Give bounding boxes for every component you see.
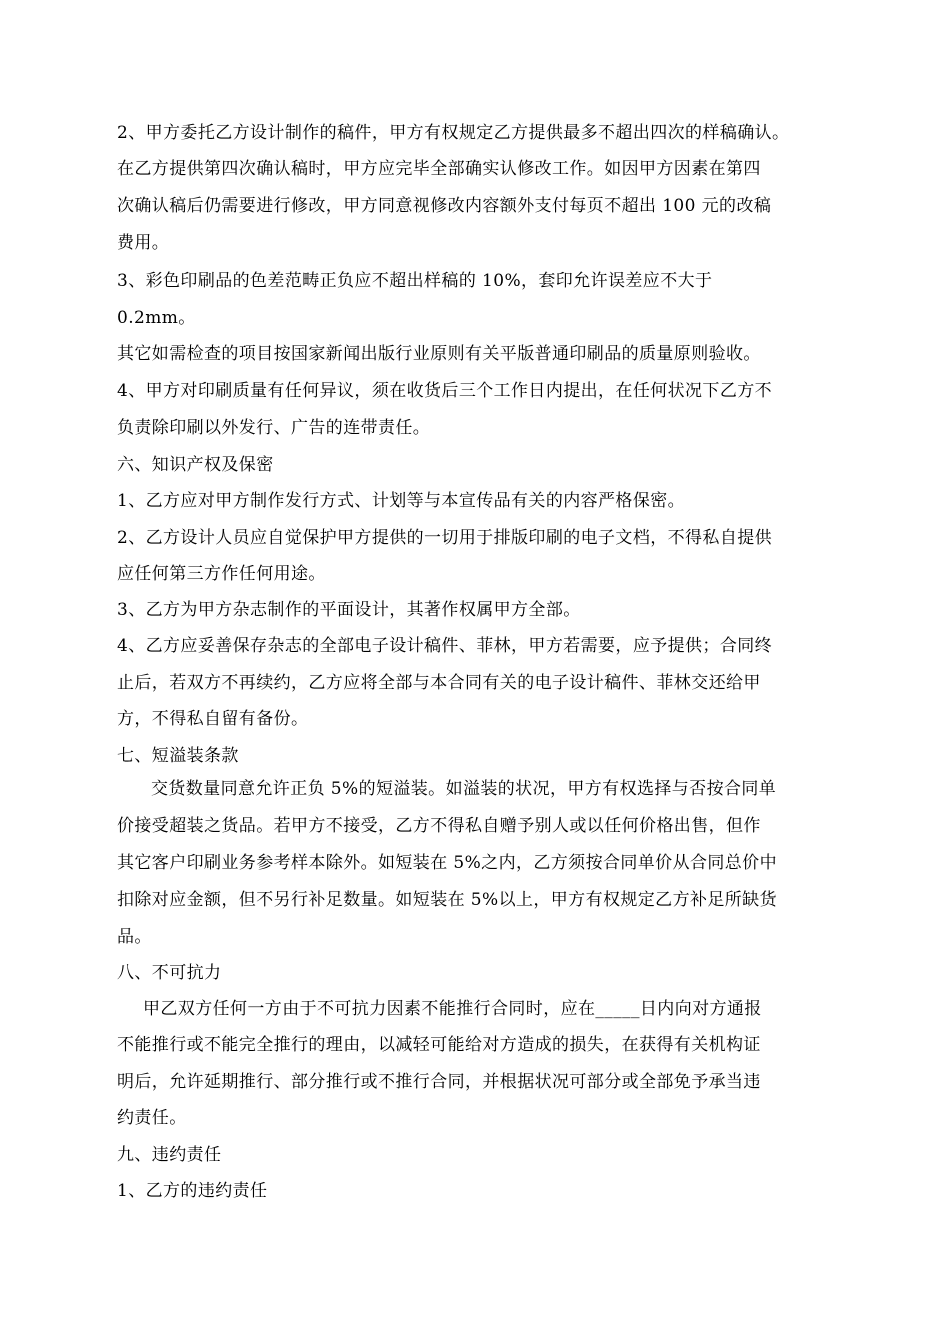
paragraph-line: 1、乙方的违约责任 [117,1181,268,1201]
paragraph-line: 甲乙双方任何一方由于不可抗力因素不能推行合同时，应在_____日内向对方通报 [143,999,762,1019]
paragraph-line: 4、甲方对印刷质量有任何异议，须在收货后三个工作日内提出，在任何状况下乙方不 [117,381,773,401]
paragraph-line: 其它客户印刷业务参考样本除外。如短装在 5%之内，乙方须按合同单价从合同总价中 [117,853,777,873]
section-heading: 六、知识产权及保密 [117,455,274,475]
paragraph-line: 负责除印刷以外发行、广告的连带责任。 [117,418,431,438]
paragraph-line: 其它如需检查的项目按国家新闻出版行业原则有关平版普通印刷品的质量原则验收。 [117,344,761,364]
paragraph-line: 品。 [117,927,152,947]
paragraph-line: 约责任。 [117,1108,187,1128]
paragraph-line: 在乙方提供第四次确认稿时，甲方应完毕全部确实认修改工作。如因甲方因素在第四 [117,159,761,179]
paragraph-line: 应任何第三方作任何用途。 [117,564,326,584]
paragraph-line: 1、乙方应对甲方制作发行方式、计划等与本宣传品有关的内容严格保密。 [117,491,686,511]
paragraph-line: 4、乙方应妥善保存杂志的全部电子设计稿件、菲林，甲方若需要，应予提供；合同终 [117,636,773,656]
paragraph-line: 明后，允许延期推行、部分推行或不推行合同，并根据状况可部分或全部免予承当违 [117,1072,761,1092]
paragraph-line: 次确认稿后仍需要进行修改，甲方同意视修改内容额外支付每页不超出 100 元的改稿 [117,196,772,216]
paragraph-line: 费用。 [117,233,170,253]
paragraph-line: 3、乙方为甲方杂志制作的平面设计，其著作权属甲方全部。 [117,600,581,620]
paragraph-line: 0.2mm。 [117,308,196,328]
paragraph-line: 2、乙方设计人员应自觉保护甲方提供的一切用于排版印刷的电子文档，不得私自提供 [117,528,773,548]
section-heading: 八、不可抗力 [117,963,222,983]
paragraph-line: 止后，若双方不再续约，乙方应将全部与本合同有关的电子设计稿件、菲林交还给甲 [117,673,761,693]
paragraph-line: 3、彩色印刷品的色差范畴正负应不超出样稿的 10%，套印允许误差应不大于 [117,271,713,291]
paragraph-line: 交货数量同意允许正负 5%的短溢装。如溢装的状况，甲方有权选择与否按合同单 [151,779,777,799]
paragraph-line: 不能推行或不能完全推行的理由，以减轻可能给对方造成的损失，在获得有关机构证 [117,1035,761,1055]
paragraph-line: 方，不得私自留有备份。 [117,709,309,729]
section-heading: 九、违约责任 [117,1145,222,1165]
paragraph-line: 价接受超装之货品。若甲方不接受，乙方不得私自赠予别人或以任何价格出售，但作 [117,816,761,836]
paragraph-line: 2、甲方委托乙方设计制作的稿件，甲方有权规定乙方提供最多不超出四次的样稿确认。 [117,123,790,143]
paragraph-line: 扣除对应金额，但不另行补足数量。如短装在 5%以上，甲方有权规定乙方补足所缺货 [117,890,777,910]
section-heading: 七、短溢装条款 [117,746,239,766]
